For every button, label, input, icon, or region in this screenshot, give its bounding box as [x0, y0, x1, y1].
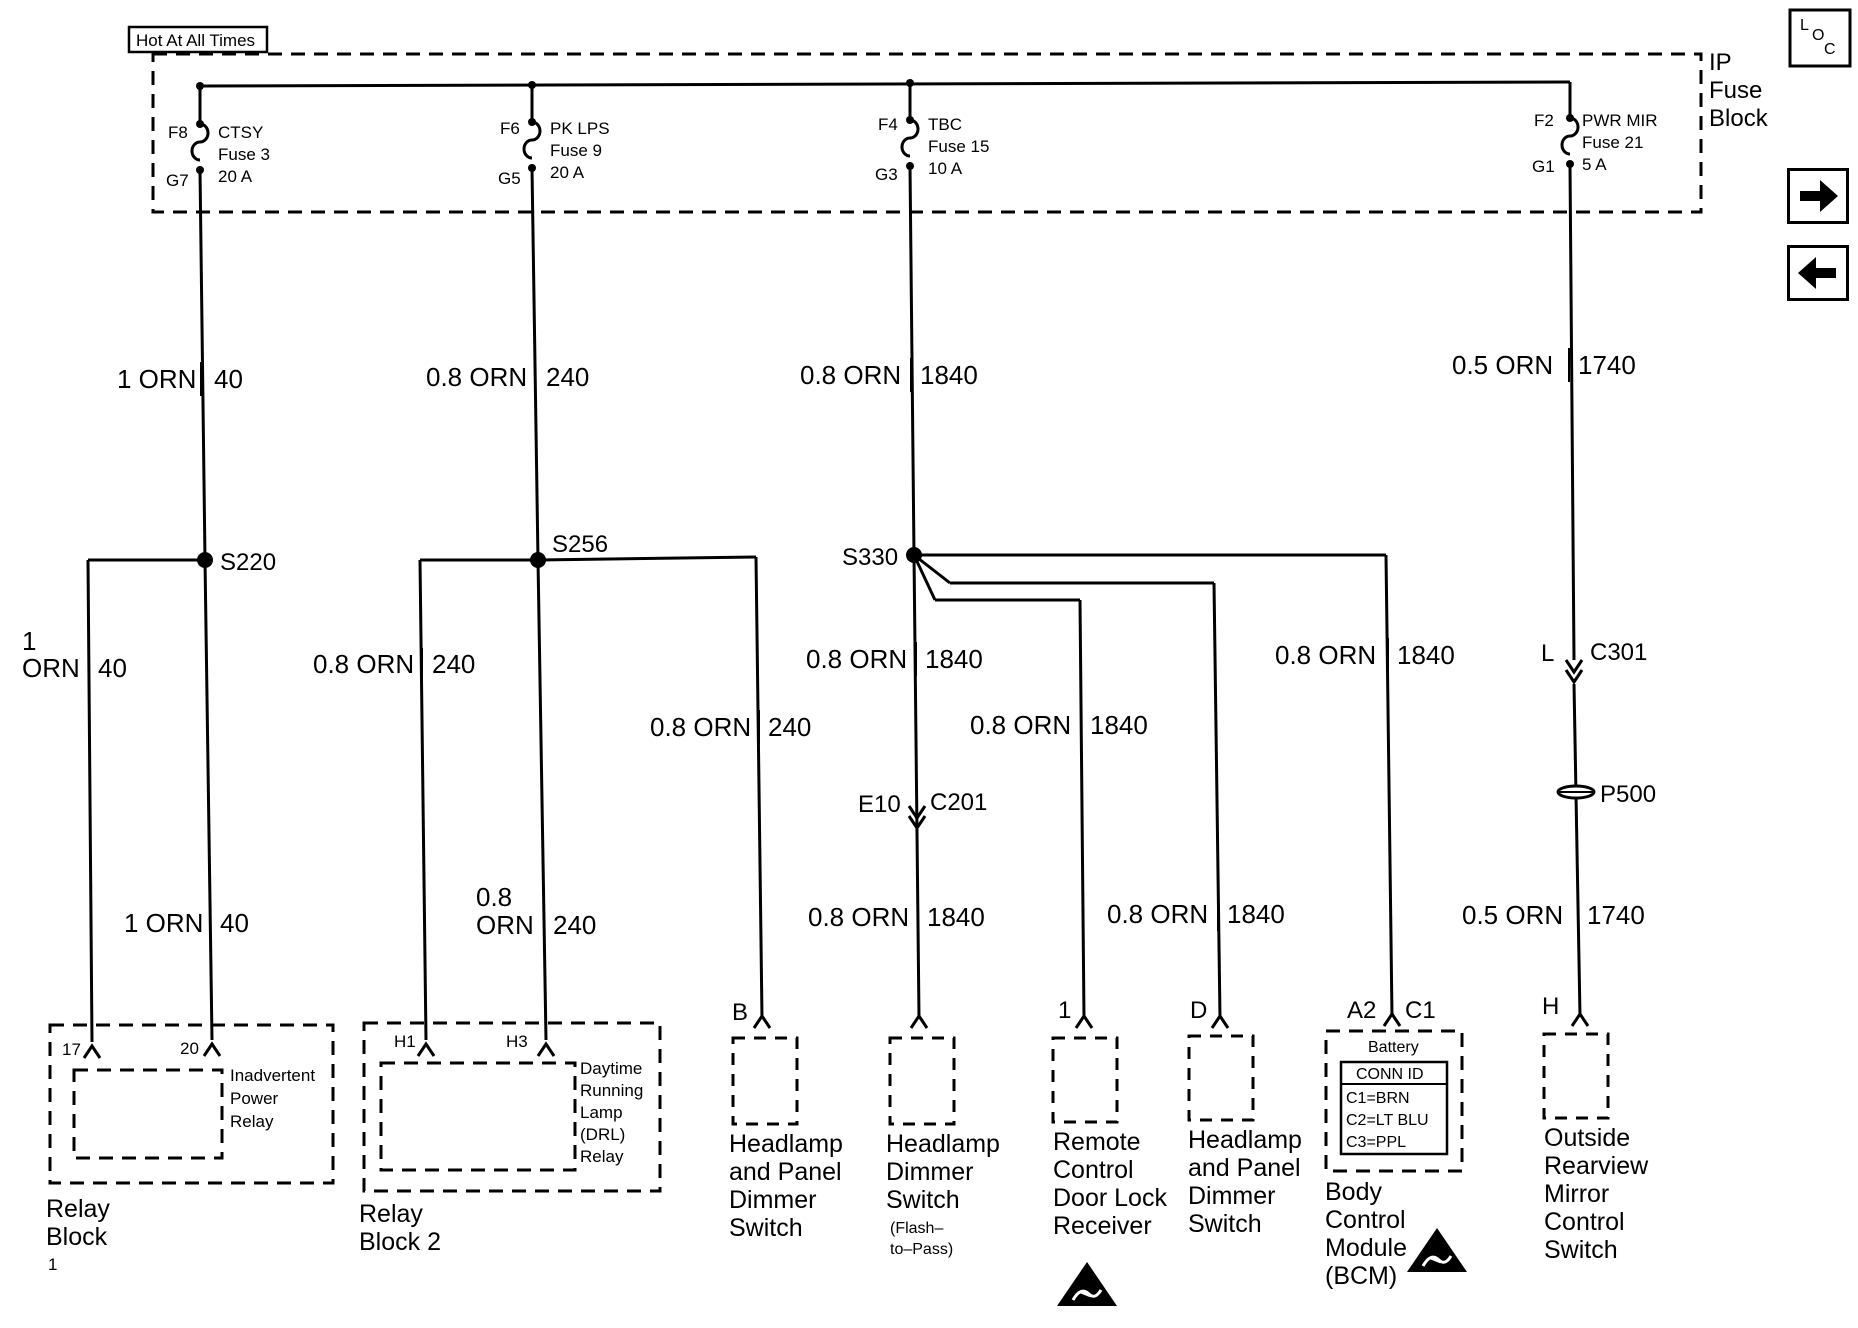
wire-240-b-label-2: ORN [476, 910, 534, 940]
pin-c1: C1 [1405, 997, 1436, 1024]
bcm-battery: Battery [1368, 1039, 1419, 1056]
fuse-ctsy-amps: 20 A [218, 167, 253, 186]
drl-relay-line-4: (DRL) [580, 1125, 626, 1144]
relay-block-2-pin-h3: H3 [506, 1032, 528, 1051]
headlamp-dimmer-switch-outline [890, 1038, 954, 1124]
pass-through-p500-label: P500 [1600, 781, 1657, 808]
pin-1: 1 [1058, 997, 1072, 1024]
wire-1840-c-label: 0.8 ORN [1275, 640, 1377, 670]
location-icon-letter-o: O [1812, 27, 1825, 44]
pin-h: H [1542, 993, 1560, 1020]
wire-40-a-number: 40 [98, 653, 127, 683]
fuse-tbc-number: Fuse 15 [928, 137, 990, 156]
hd-sub-line-1: (Flash– [890, 1220, 944, 1237]
hpd1-line-4: Switch [729, 1214, 803, 1242]
fuse-tbc [902, 83, 918, 170]
bcm-conn-title: CONN ID [1356, 1066, 1424, 1083]
mirror-line-1: Outside [1544, 1124, 1631, 1152]
bcm-line-2: Control [1325, 1206, 1406, 1234]
wire-1840-a-label: 0.8 ORN [806, 644, 908, 674]
drl-relay-line-5: Relay [580, 1147, 624, 1166]
bcm-conn-c3: C3=PPL [1346, 1134, 1407, 1151]
splice-s330-dot [906, 547, 922, 563]
arrow-left-icon [1790, 248, 1846, 298]
hpd2-line-3: Dimmer [1188, 1182, 1276, 1210]
wire-40-a-label-1: 1 [22, 626, 37, 656]
drl-relay-line-2: Running [580, 1081, 644, 1100]
fuse-pk-lps-bottom-pin: G5 [498, 169, 521, 188]
wire-40-a-label-2: ORN [22, 653, 80, 683]
connector-c201-pin: E10 [858, 791, 901, 818]
inadvertent-power-relay-line-1: Inadvertent [230, 1066, 316, 1085]
location-icon[interactable] [1790, 10, 1850, 66]
fuse-ctsy-top-pin: F8 [168, 123, 188, 142]
arrow-right-icon [1790, 171, 1846, 221]
wire-240-top-number: 240 [546, 362, 590, 392]
mirror-line-5: Switch [1544, 1236, 1618, 1264]
ip-fuse-block-outline [153, 54, 1701, 212]
splice-s330: S330 [842, 544, 899, 571]
wire-1840-top-label: 0.8 ORN [800, 360, 902, 390]
next-page-button[interactable] [1787, 168, 1849, 224]
relay-block-1-pin-20: 20 [180, 1039, 199, 1058]
drl-relay-line-1: Daytime [580, 1059, 643, 1078]
bcm-conn-c2: C2=LT BLU [1346, 1112, 1429, 1129]
hpd1-line-3: Dimmer [729, 1186, 817, 1214]
relay-block-1-label-2: Block [46, 1223, 108, 1251]
pass-through-p500 [1558, 786, 1594, 798]
relay-block-1-label-1: Relay [46, 1195, 110, 1223]
remote-control-door-lock-receiver-outline [1053, 1038, 1117, 1122]
connector-c301-pin: L [1541, 640, 1555, 667]
fuse-pwr-mir-name: PWR MIR [1582, 111, 1658, 130]
fuse-ctsy-name: CTSY [218, 123, 264, 142]
circuit-1740 [1570, 164, 1580, 1016]
wire-240-a-number: 240 [432, 649, 476, 679]
mirror-line-3: Mirror [1544, 1180, 1610, 1208]
wire-1840-e-label: 0.8 ORN [1107, 899, 1209, 929]
ip-fuse-block-label-3: Block [1709, 105, 1768, 132]
fuse-tbc-top-pin: F4 [878, 115, 898, 134]
drl-relay-line-3: Lamp [580, 1103, 623, 1122]
wire-1840-d-number: 1840 [927, 902, 985, 932]
wire-240-c-label: 0.8 ORN [650, 712, 752, 742]
connector-c201-label: C201 [930, 789, 988, 816]
hpd1-line-1: Headlamp [729, 1130, 843, 1158]
hd-line-3: Switch [886, 1186, 960, 1214]
hd-line-1: Headlamp [886, 1130, 1000, 1158]
bcm-line-3: Module [1325, 1234, 1407, 1262]
mirror-line-2: Rearview [1544, 1152, 1649, 1180]
wire-1840-d-label: 0.8 ORN [808, 902, 910, 932]
fuse-ctsy [192, 86, 208, 174]
fuse-tbc-name: TBC [928, 115, 962, 134]
fuse-pwr-mir-amps: 5 A [1582, 155, 1607, 174]
fuse-pwr-mir-bottom-pin: G1 [1532, 157, 1555, 176]
wire-1840-a-number: 1840 [925, 644, 983, 674]
connector-c301-label: C301 [1590, 639, 1648, 666]
relay-block-2-pin-h1: H1 [394, 1032, 416, 1051]
fuse-ctsy-bottom-pin: G7 [166, 171, 189, 190]
wire-40-b-label: 1 ORN [124, 908, 204, 938]
wire-1740-b-number: 1740 [1587, 900, 1645, 930]
mirror-switch-outline [1544, 1034, 1608, 1118]
fuse-pk-lps-number: Fuse 9 [550, 141, 602, 160]
headlamp-panel-dimmer-switch-2-outline [1189, 1036, 1253, 1120]
pin-b: B [732, 999, 749, 1026]
location-icon-letter-l: L [1800, 17, 1809, 34]
splice-s256: S256 [552, 531, 609, 558]
fuse-pk-lps-name: PK LPS [550, 119, 610, 138]
ip-fuse-block-label-2: Fuse [1709, 77, 1763, 104]
hd-line-2: Dimmer [886, 1158, 974, 1186]
relay-block-2-label-2: Block 2 [359, 1228, 441, 1256]
splice-s220-dot [197, 552, 213, 568]
wire-1840-e-number: 1840 [1227, 899, 1285, 929]
fuse-tbc-bottom-pin: G3 [875, 165, 898, 184]
wire-240-c-number: 240 [768, 712, 812, 742]
wire-1740-top-label: 0.5 ORN [1452, 350, 1554, 380]
rcdl-line-4: Receiver [1053, 1212, 1152, 1240]
wire-240-b-label-1: 0.8 [476, 882, 513, 912]
ip-fuse-block-label-1: IP [1709, 49, 1732, 76]
wire-40-top-label: 1 ORN [117, 364, 197, 394]
fuse-pk-lps [524, 85, 540, 172]
previous-page-button[interactable] [1787, 245, 1849, 301]
wire-1740-top-number: 1740 [1578, 350, 1636, 380]
circuit-1840 [910, 166, 1392, 1018]
hpd1-line-2: and Panel [729, 1158, 842, 1186]
wire-1840-top-number: 1840 [920, 360, 978, 390]
esd-warning-icon [1407, 1228, 1467, 1272]
headlamp-panel-dimmer-switch-1-outline [733, 1038, 797, 1124]
location-icon-letter-c: C [1824, 41, 1836, 58]
rcdl-line-3: Door Lock [1053, 1184, 1167, 1212]
relay-block-2-label-1: Relay [359, 1200, 423, 1228]
hot-at-all-times-label: Hot At All Times [136, 31, 256, 50]
fuse-pwr-mir-top-pin: F2 [1534, 111, 1554, 130]
power-bus [200, 82, 1570, 86]
bcm-conn-c1: C1=BRN [1346, 1090, 1410, 1107]
rcdl-line-1: Remote [1053, 1128, 1141, 1156]
wire-240-a-label: 0.8 ORN [313, 649, 415, 679]
splice-s220: S220 [220, 549, 277, 576]
fuse-pk-lps-top-pin: F6 [500, 119, 520, 138]
fuse-tbc-amps: 10 A [928, 159, 963, 178]
pin-d: D [1190, 997, 1208, 1024]
wire-1840-b-label: 0.8 ORN [970, 710, 1072, 740]
fuse-pk-lps-amps: 20 A [550, 163, 585, 182]
mirror-line-4: Control [1544, 1208, 1625, 1236]
wire-40-top-number: 40 [214, 364, 243, 394]
splice-s256-dot [530, 552, 546, 568]
inadvertent-power-relay-line-3: Relay [230, 1112, 274, 1131]
bcm-line-1: Body [1325, 1178, 1382, 1206]
esd-warning-icon [1057, 1262, 1117, 1306]
fuse-pwr-mir-number: Fuse 21 [1582, 133, 1644, 152]
rcdl-line-2: Control [1053, 1156, 1134, 1184]
pin-a2: A2 [1347, 997, 1377, 1024]
hpd2-line-4: Switch [1188, 1210, 1262, 1238]
fuse-pwr-mir [1562, 82, 1578, 168]
wire-1840-b-number: 1840 [1090, 710, 1148, 740]
wire-40-b-number: 40 [220, 908, 249, 938]
wire-240-b-number: 240 [553, 910, 597, 940]
inadvertent-power-relay-line-2: Power [230, 1089, 279, 1108]
wire-240-top-label: 0.8 ORN [426, 362, 528, 392]
connector-c301 [1566, 660, 1582, 682]
relay-block-1-pin-17: 17 [62, 1040, 81, 1059]
fuse-ctsy-number: Fuse 3 [218, 145, 270, 164]
relay-block-1-number: 1 [48, 1255, 58, 1274]
hd-sub-line-2: to–Pass) [890, 1241, 954, 1258]
hpd2-line-2: and Panel [1188, 1154, 1301, 1182]
wire-1740-b-label: 0.5 ORN [1462, 900, 1564, 930]
wire-1840-c-number: 1840 [1397, 640, 1455, 670]
hpd2-line-1: Headlamp [1188, 1126, 1302, 1154]
bcm-line-4: (BCM) [1325, 1262, 1398, 1290]
